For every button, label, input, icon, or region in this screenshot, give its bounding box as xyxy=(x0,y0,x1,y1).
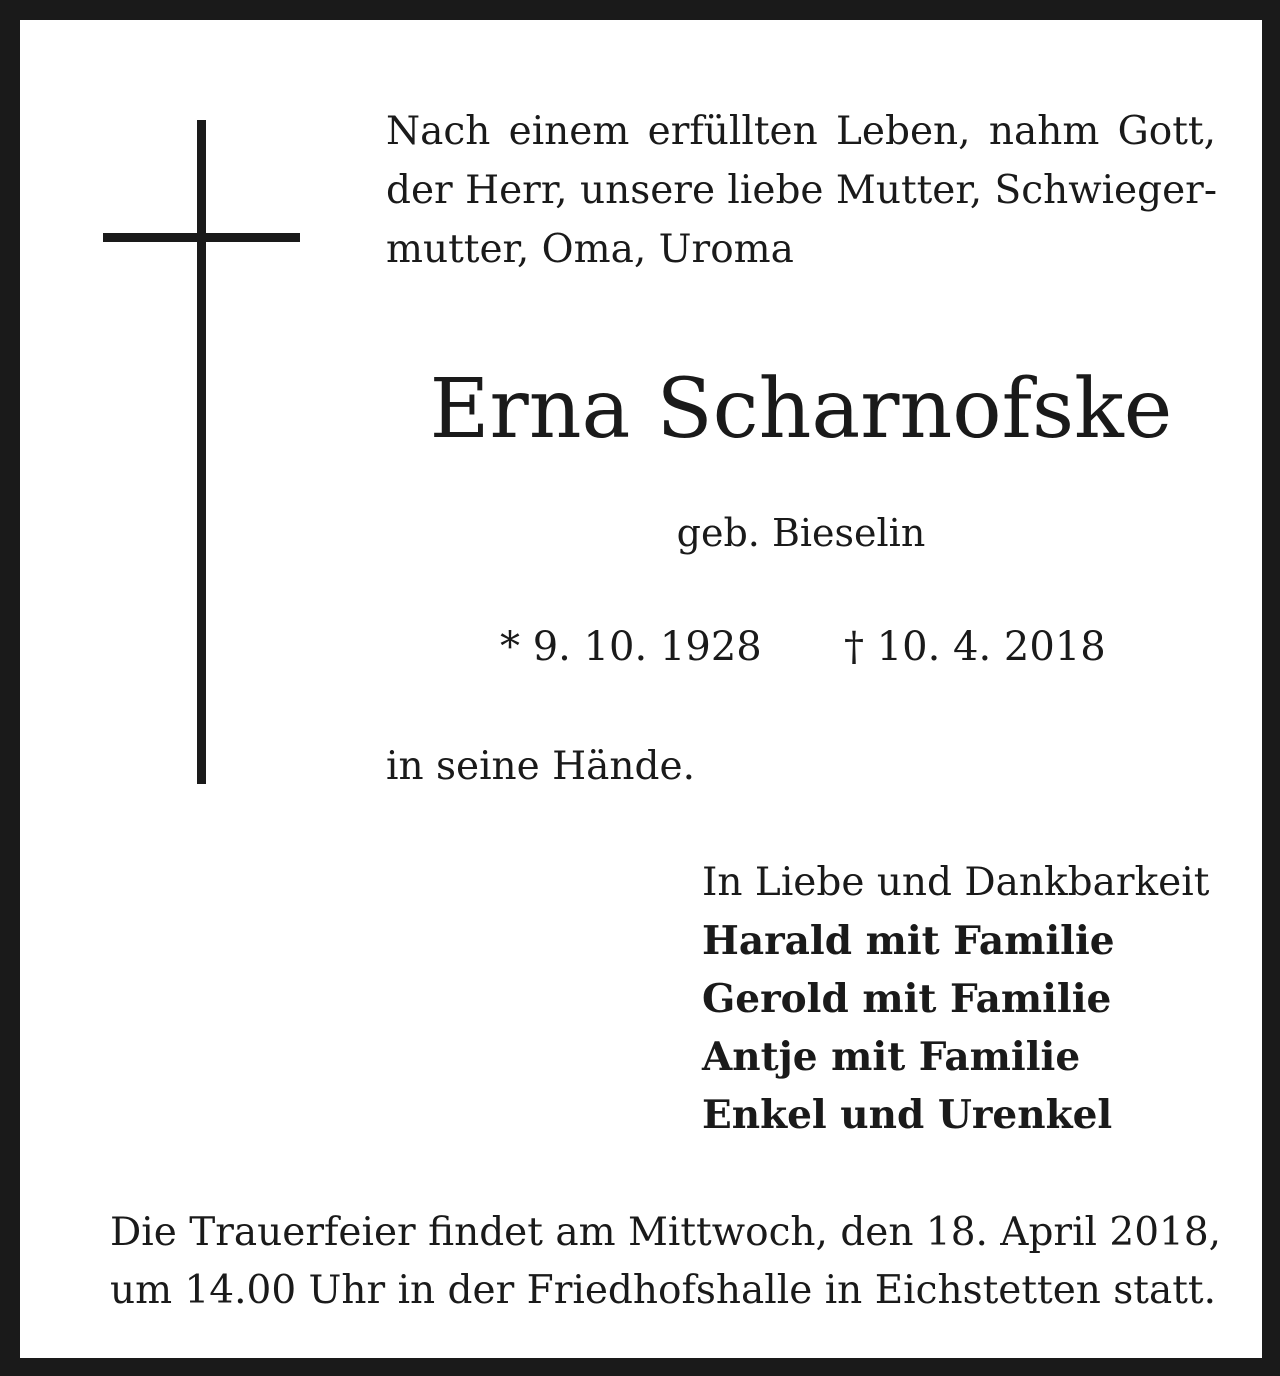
mourner-name: Gerold mit Familie xyxy=(702,976,1112,1022)
service-line: Die Trauerfeier findet am Mittwoch, den 18. April 2018, xyxy=(110,1210,1222,1255)
intro-line: mutter, Oma, Uroma xyxy=(386,227,794,272)
funeral-service-info xyxy=(110,1204,1222,1320)
mourners-heading: In Liebe und Dankbarkeit xyxy=(702,860,1210,905)
mourner-name: Antje mit Familie xyxy=(702,1034,1081,1080)
mourners-block xyxy=(702,854,1209,1144)
death-date: † 10. 4. 2018 xyxy=(844,624,1106,670)
mourner-name: Harald mit Familie xyxy=(702,918,1115,964)
cross-vertical-bar xyxy=(197,120,206,784)
mourner-name: Enkel und Urenkel xyxy=(702,1092,1113,1138)
cross-horizontal-bar xyxy=(103,233,300,242)
intro-text xyxy=(386,102,1216,279)
birth-name: geb. Bieselin xyxy=(676,511,926,555)
closing-text: in seine Hände. xyxy=(386,744,695,789)
birth-date: * 9. 10. 1928 xyxy=(500,624,762,670)
service-line: um 14.00 Uhr in der Friedhofshalle in Eichstetten statt. xyxy=(110,1268,1216,1313)
intro-line: der Herr, unsere liebe Mutter, Schwieger- xyxy=(386,168,1217,213)
deceased-name: Erna Scharnofske xyxy=(429,362,1173,457)
intro-line: Nach einem erfüllten Leben, nahm Gott, xyxy=(386,109,1216,154)
